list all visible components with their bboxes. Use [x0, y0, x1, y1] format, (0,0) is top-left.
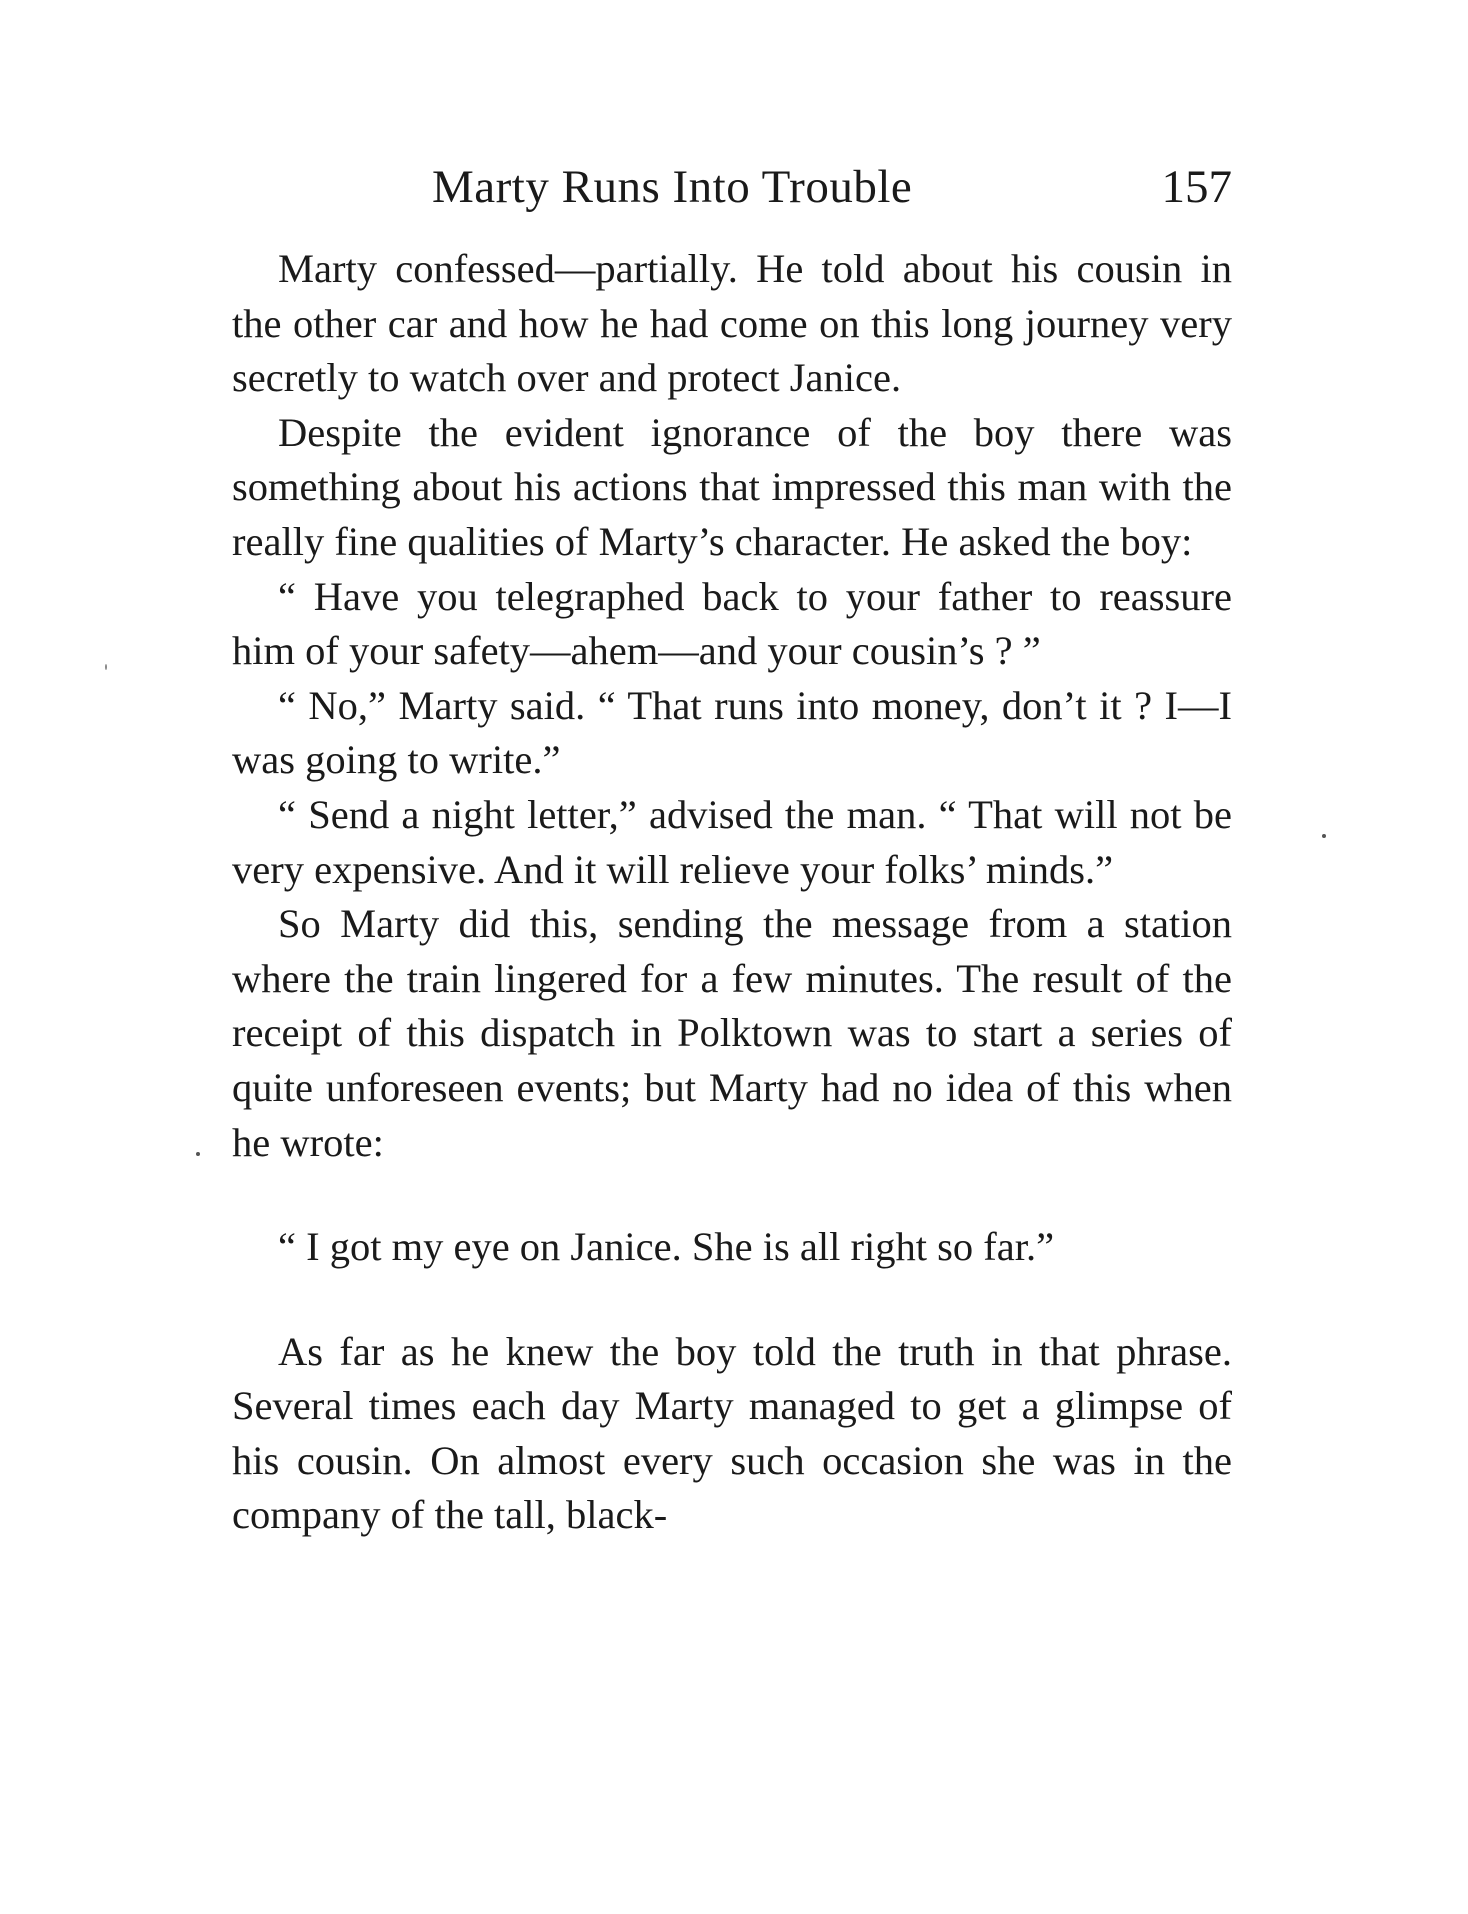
paragraph-confession: Marty confessed—partially. He told about his cousin in the other car and how he had come on this long journey very secretly to watch over and protect Janice.: [232, 246, 1232, 401]
page-header: [232, 160, 1232, 220]
paragraph-marty-reply: “ No,” Marty said. “ That runs into money, don’t it ? I—I was going to write.”: [232, 682, 1232, 783]
paragraph-dispatch: So Marty did this, sending the message from a station where the train lingered for a few minutes. The result of the receipt of this dispatch in Polktown was to start a series of quite unforeseen events; but Marty had no idea of this when he wrote:: [232, 901, 1232, 1165]
paragraph-as-far: As far as he knew the boy told the truth in that phrase. Several times each day Marty managed to get a glimpse of his cousin. On almost every such occasion she was in the company of the tall, black-: [232, 1328, 1232, 1538]
scan-speck: [196, 1152, 200, 1156]
paragraph-telegraph-question: “ Have you telegraphed back to your father to reassure him of your safety—ahem—and your cousin’s ? ”: [232, 573, 1232, 674]
paragraph-despite: Despite the evident ignorance of the boy there was something about his actions that impressed this man with the really fine qualities of Marty’s character. He asked the boy:: [232, 409, 1232, 564]
telegram-quote: “ I got my eye on Janice. She is all right so far.”: [278, 1224, 1055, 1270]
page-number: 157: [1161, 161, 1232, 213]
scan-speck: [105, 664, 107, 670]
body-text: [232, 242, 1232, 1543]
scan-speck: [1322, 834, 1326, 838]
paragraph-night-letter: “ Send a night letter,” advised the man. “ That will not be very expensive. And it will relieve your folks’ minds.”: [232, 791, 1232, 892]
running-title: Marty Runs Into Trouble: [432, 161, 913, 213]
